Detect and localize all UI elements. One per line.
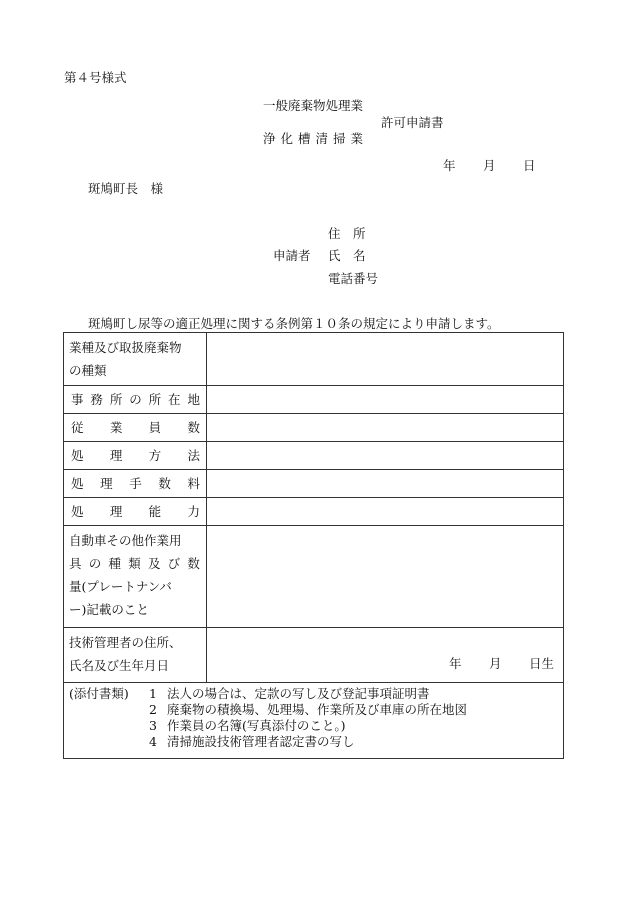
employees-field[interactable] <box>207 414 564 442</box>
birth-day-label: 日生 <box>529 656 555 671</box>
date-month-label: 月 <box>483 158 496 173</box>
office-location-field[interactable] <box>207 386 564 414</box>
table-row-capacity <box>64 498 564 526</box>
date-year-label: 年 <box>443 158 456 173</box>
attachment-item: 2 廃棄物の積換場、処理場、作業所及び車庫の所在地図 <box>149 702 467 717</box>
attachments-heading: (添付書類) <box>69 686 129 701</box>
table-row-fee <box>64 470 564 498</box>
manager-field[interactable] <box>207 628 564 683</box>
table-row-office <box>64 386 564 414</box>
application-statement: 斑鳩町し尿等の適正処理に関する条例第１０条の規定により申請します。 <box>88 316 500 331</box>
processing-method-label: 処 理 方 法 <box>71 448 200 463</box>
vehicles-label-1: 自動車その他作業用 <box>69 533 182 548</box>
processing-capacity-label: 処 理 能 力 <box>71 504 200 519</box>
attachment-item: 1 法人の場合は、定款の写し及び登記事項証明書 <box>149 686 430 701</box>
processing-capacity-field[interactable] <box>207 498 564 526</box>
applicant-phone-label: 電話番号 <box>328 271 379 286</box>
date-day-label: 日 <box>523 158 536 173</box>
manager-label-2: 氏名及び生年月日 <box>69 658 170 673</box>
table-row-manager <box>64 628 564 683</box>
application-form-table <box>63 332 564 759</box>
vehicles-label-3: 量(プレートナンバ <box>69 579 172 594</box>
vehicles-label-4: ー)記載のこと <box>69 602 149 617</box>
attachment-item: 4 清掃施設技術管理者認定書の写し <box>149 734 355 749</box>
table-row-business-type <box>64 333 564 386</box>
processing-fee-field[interactable] <box>207 470 564 498</box>
vehicles-field[interactable] <box>207 526 564 628</box>
applicant-name-label: 氏 名 <box>328 248 366 263</box>
manager-label-1: 技術管理者の住所、 <box>69 635 182 650</box>
title-line-general-waste: 一般廃棄物処理業 <box>263 98 364 113</box>
attachments-section <box>64 683 563 753</box>
business-type-label-1: 業種及び取扱廃棄物 <box>69 340 182 355</box>
business-type-label-2: の種類 <box>69 363 107 378</box>
vehicles-label-2: 具 の 種 類 及 び 数 <box>69 556 200 571</box>
applicant-label: 申請者 <box>273 248 311 263</box>
form-number: 第４号様式 <box>64 70 127 85</box>
birth-year-label: 年 <box>449 656 462 671</box>
employees-label: 従 業 員 数 <box>71 420 200 435</box>
attachment-item: 3 作業員の名簿(写真添付のこと。) <box>149 718 346 733</box>
processing-fee-label: 処 理 手 数 料 <box>71 476 200 491</box>
table-row-employees <box>64 414 564 442</box>
table-row-vehicles <box>64 526 564 628</box>
business-type-field[interactable] <box>207 333 564 386</box>
title-application-suffix: 許可申請書 <box>381 115 444 130</box>
addressee: 斑鳩町長 様 <box>88 181 164 196</box>
table-row-method <box>64 442 564 470</box>
office-location-label: 事 務 所 の 所 在 地 <box>71 392 200 407</box>
title-line-septic-cleaning: 浄化槽清掃業 <box>263 131 369 146</box>
birth-month-label: 月 <box>489 656 502 671</box>
applicant-address-label: 住 所 <box>328 226 366 241</box>
table-row-attachments <box>64 683 564 759</box>
processing-method-field[interactable] <box>207 442 564 470</box>
